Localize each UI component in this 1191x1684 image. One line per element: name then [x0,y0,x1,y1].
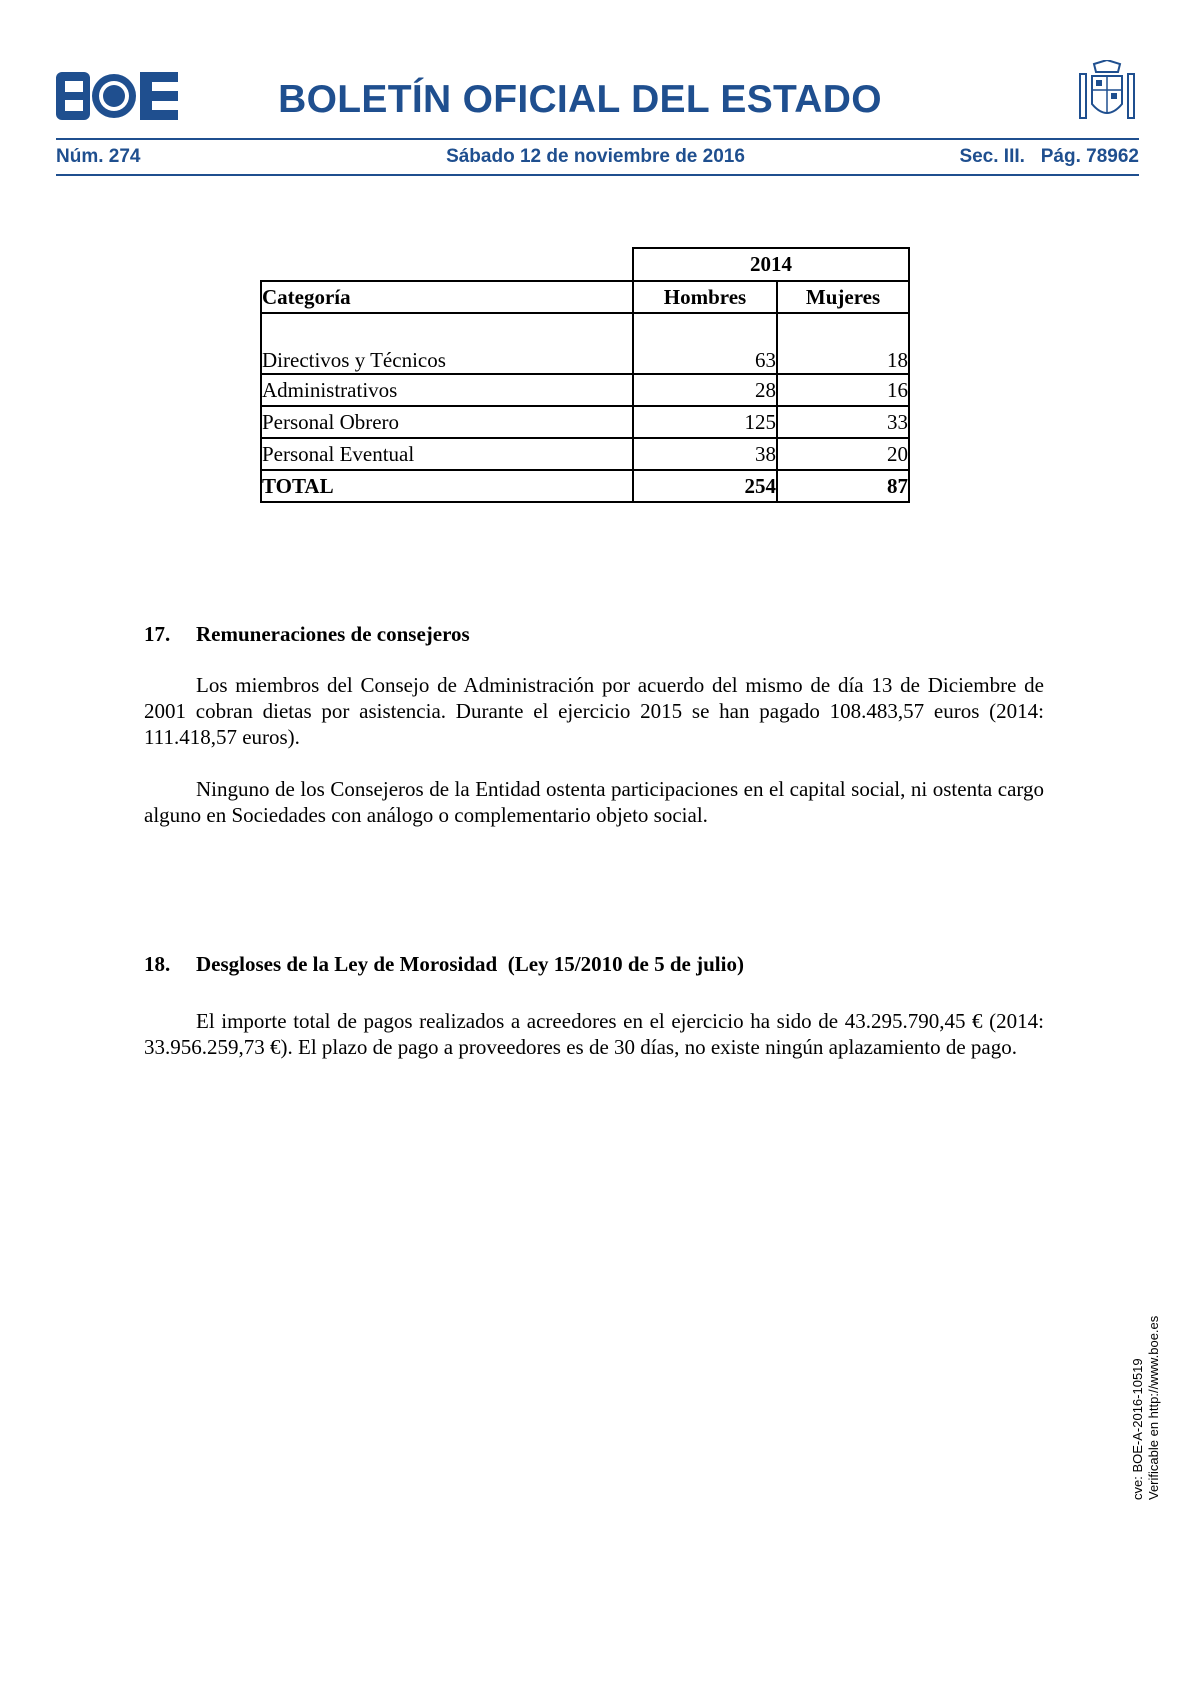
section-17-paragraph-1: Los miembros del Consejo de Administración por acuerdo del mismo de día 13 de Diciembre de 2001 cobran dietas por asistencia. Durante el ejercicio 2015 se han pagado 108.483,57 euros (2014: 111.418,57 euros). [144,673,1044,749]
header-rule-bottom [56,174,1139,176]
col-category: Categoría [261,281,633,313]
row-category: Administrativos [261,374,633,406]
row-men: 63 [633,313,777,374]
total-label: TOTAL [261,470,633,502]
row-men: 38 [633,438,777,470]
section-title: Desgloses de la Ley de Morosidad (Ley 15/2010 de 5 de julio) [196,952,744,976]
staff-table [260,247,910,503]
table-row [261,313,909,374]
table-row [261,374,909,406]
table-total-row [261,470,909,502]
row-women: 16 [777,374,909,406]
verification-note [1130,1300,1162,1500]
cve-code: cve: BOE-A-2016-10519 [1130,1358,1145,1500]
col-men: Hombres [633,281,777,313]
section-number: 18. [144,952,171,976]
table-header-row [261,281,909,313]
row-women: 20 [777,438,909,470]
row-women: 33 [777,406,909,438]
boe-logo [56,72,178,120]
col-women: Mujeres [777,281,909,313]
issue-number: Núm. 274 [56,146,141,167]
page-header [0,0,1191,180]
section-18-paragraph-1: El importe total de pagos realizados a acreedores en el ejercicio ha sido de 43.295.790,45 € (2014: 33.956.259,73 €). El plazo de pago a proveedores es de 30 días, no existe ningún aplazamiento de pago. [144,1009,1044,1059]
row-category: Directivos y Técnicos [261,313,633,374]
header-rule-top [56,138,1139,140]
total-men: 254 [633,470,777,502]
section-17-paragraph-2: Ninguno de los Consejeros de la Entidad ostenta participaciones en el capital social, ni ostenta cargo alguno en Sociedades con análogo o complementario objeto social. [144,777,1044,827]
row-men: 125 [633,406,777,438]
table-year-row [261,248,909,281]
section-17-heading [144,622,470,647]
section-18-heading [144,952,744,977]
row-category: Personal Obrero [261,406,633,438]
row-category: Personal Eventual [261,438,633,470]
row-men: 28 [633,374,777,406]
verify-url: Verificable en http://www.boe.es [1146,1315,1161,1500]
table-row [261,406,909,438]
total-women: 87 [777,470,909,502]
table-row [261,438,909,470]
issue-date: Sábado 12 de noviembre de 2016 [446,146,745,167]
section-title: Remuneraciones de consejeros [196,622,470,646]
row-women: 18 [777,313,909,374]
section-number: 17. [144,622,171,646]
section-page: Sec. III. Pág. 78962 [959,146,1139,167]
coat-of-arms-icon [1076,60,1138,126]
table-year: 2014 [633,248,909,281]
page-title: BOLETÍN OFICIAL DEL ESTADO [278,78,882,121]
